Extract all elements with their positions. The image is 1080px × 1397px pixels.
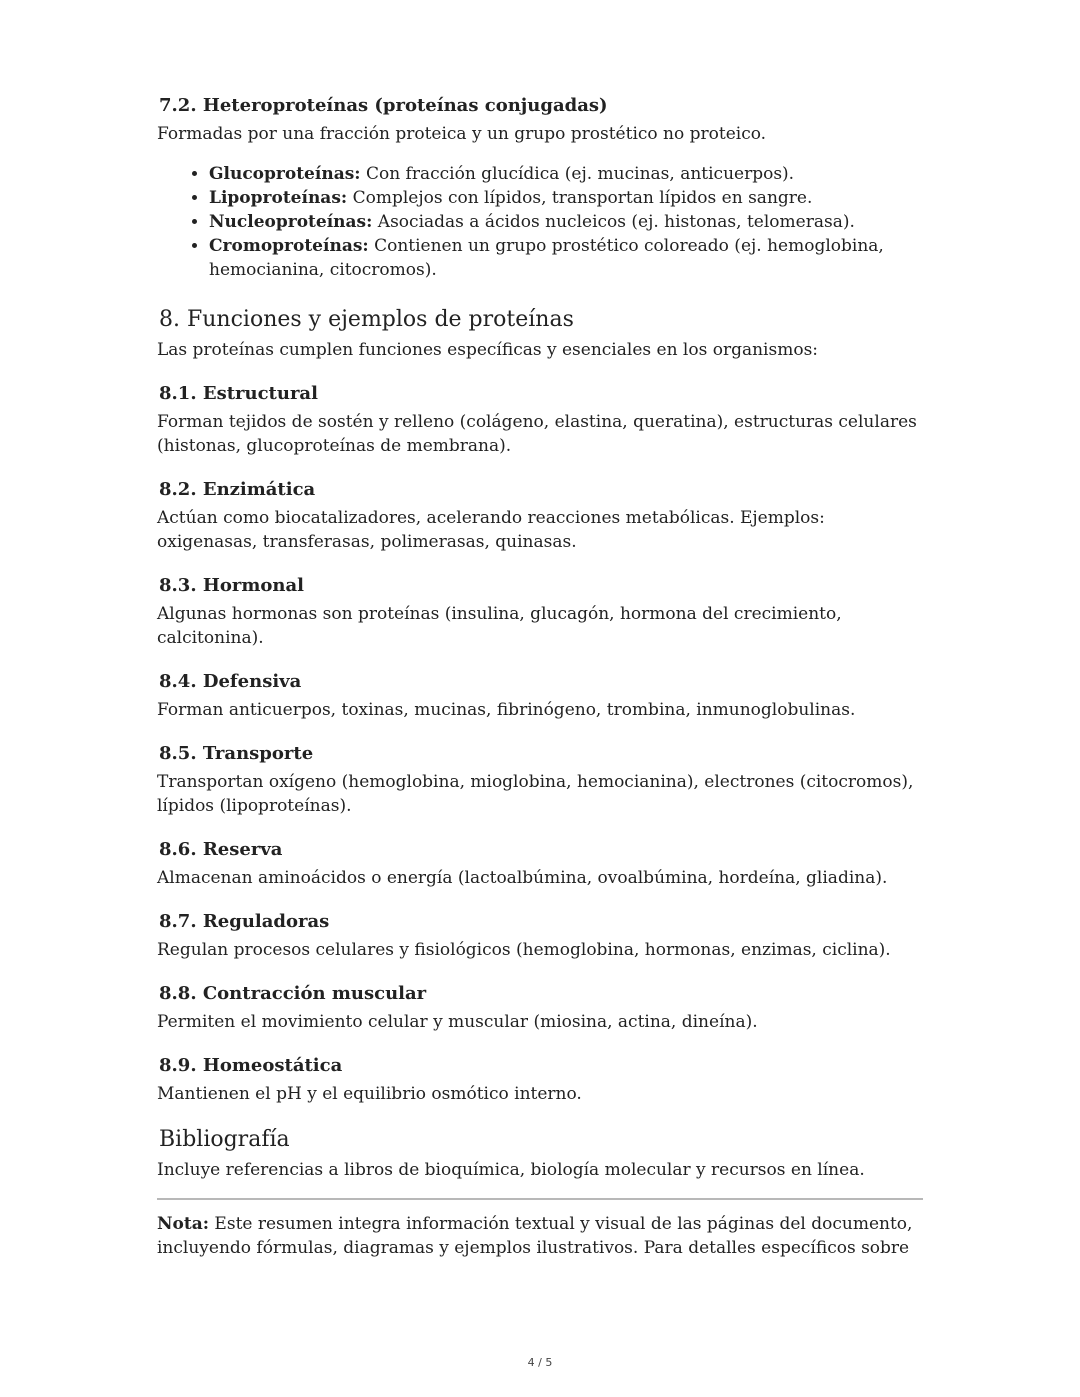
subsection-heading: 8.9. Homeostática <box>159 1055 343 1076</box>
section-8 <box>157 306 923 362</box>
subsection-8-6 <box>157 838 923 890</box>
list-item-term: Lipoproteínas: <box>209 188 348 208</box>
subsection-heading: 8.8. Contracción muscular <box>159 983 427 1004</box>
list-item-text: Asociadas a ácidos nucleicos (ej. histonas, telomerasa). <box>372 212 855 232</box>
page-number: 4 / 5 <box>527 1356 553 1369</box>
list-item-text: Contienen un grupo prostético coloreado (ej. hemoglobina, hemocianina, citocromos). <box>209 236 884 280</box>
subsection-8-9 <box>157 1054 923 1106</box>
subsection-heading: 8.1. Estructural <box>159 383 318 404</box>
heteroprotein-list <box>157 162 923 282</box>
list-item-term: Cromoproteínas: <box>209 236 369 256</box>
subsection-heading: 8.3. Hormonal <box>159 575 304 596</box>
subsection-text: Actúan como biocatalizadores, acelerando reacciones metabólicas. Ejemplos: oxigenasas, transferasas, polimerasas, quinasas. <box>157 508 825 552</box>
subsection-text: Forman anticuerpos, toxinas, mucinas, fibrinógeno, trombina, inmunoglobulinas. <box>157 700 856 720</box>
subsection-8-4 <box>157 670 923 722</box>
list-item <box>209 234 923 282</box>
list-item <box>209 162 923 186</box>
subsection-heading: 8.7. Reguladoras <box>159 911 330 932</box>
bibliography-section <box>157 1126 923 1182</box>
subsection-8-5 <box>157 742 923 818</box>
list-item-term: Nucleoproteínas: <box>209 212 373 232</box>
section-7-2-heading: 7.2. Heteroproteínas (proteínas conjugadas) <box>159 95 608 116</box>
bibliography-text: Incluye referencias a libros de bioquímica, biología molecular y recursos en línea. <box>157 1160 865 1180</box>
subsection-text: Mantienen el pH y el equilibrio osmótico interno. <box>157 1084 582 1104</box>
list-item <box>209 210 923 234</box>
subsection-text: Transportan oxígeno (hemoglobina, mioglobina, hemocianina), electrones (citocromos), lípidos (lipoproteínas). <box>157 772 914 816</box>
list-item-term: Glucoproteínas: <box>209 164 361 184</box>
subsection-text: Algunas hormonas son proteínas (insulina, glucagón, hormona del crecimiento, calcitonina). <box>157 604 842 648</box>
subsection-8-8 <box>157 982 923 1034</box>
subsection-text: Forman tejidos de sostén y relleno (colágeno, elastina, queratina), estructuras celulares (histonas, glucoproteínas de membrana). <box>157 412 917 456</box>
subsection-text: Permiten el movimiento celular y muscular (miosina, actina, dineína). <box>157 1012 758 1032</box>
list-item-text: Con fracción glucídica (ej. mucinas, anticuerpos). <box>360 164 795 184</box>
note-text: Este resumen integra información textual y visual de las páginas del documento, incluyendo fórmulas, diagramas y ejemplos ilustrativos. Para detalles específicos sobre <box>157 1214 913 1258</box>
list-item <box>209 186 923 210</box>
horizontal-divider <box>157 1198 923 1200</box>
section-8-intro: Las proteínas cumplen funciones específicas y esenciales en los organismos: <box>157 340 819 360</box>
subsection-heading: 8.5. Transporte <box>159 743 314 764</box>
subsection-8-3 <box>157 574 923 650</box>
document-page <box>157 94 923 1260</box>
section-7-2 <box>157 94 923 282</box>
subsection-8-7 <box>157 910 923 962</box>
subsection-heading: 8.4. Defensiva <box>159 671 302 692</box>
subsection-text: Almacenan aminoácidos o energía (lactoalbúmina, ovoalbúmina, hordeína, gliadina). <box>157 868 888 888</box>
subsection-8-2 <box>157 478 923 554</box>
bibliography-heading: Bibliografía <box>159 1127 290 1152</box>
subsection-heading: 8.2. Enzimática <box>159 479 316 500</box>
list-item-text: Complejos con lípidos, transportan lípidos en sangre. <box>347 188 813 208</box>
subsection-8-1 <box>157 382 923 458</box>
subsection-heading: 8.6. Reserva <box>159 839 283 860</box>
section-8-heading: 8. Funciones y ejemplos de proteínas <box>159 307 574 332</box>
note-label: Nota: <box>157 1214 210 1234</box>
note-paragraph <box>157 1212 923 1260</box>
subsection-text: Regulan procesos celulares y fisiológicos (hemoglobina, hormonas, enzimas, ciclina). <box>157 940 891 960</box>
section-7-2-intro: Formadas por una fracción proteica y un grupo prostético no proteico. <box>157 124 767 144</box>
